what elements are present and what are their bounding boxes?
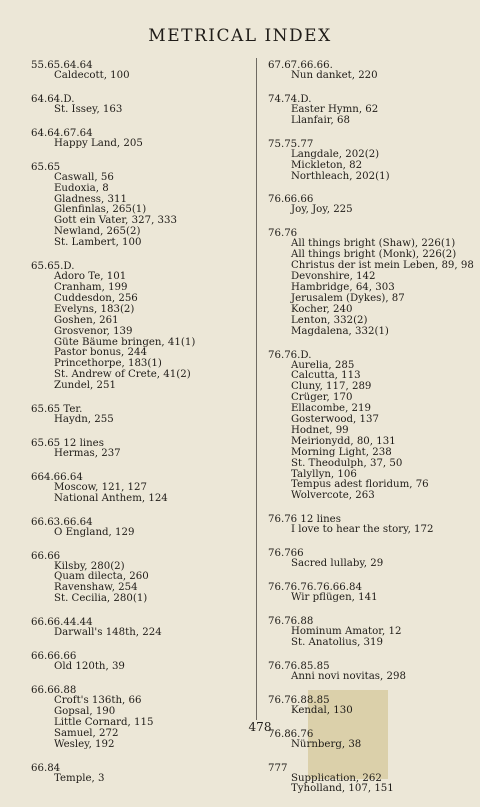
hymn-tune-entry: Kendal, 130: [291, 704, 353, 716]
hymn-tune-entry: Anni novi novitas, 298: [291, 670, 406, 682]
page-number: 478: [248, 720, 272, 734]
meter-heading: 55.65.64.64: [31, 60, 93, 71]
hymn-tune-entry: Happy Land, 205: [54, 137, 143, 149]
hymn-tune-entry: Moscow, 121, 127: [54, 481, 147, 493]
hymn-tune-entry: Gott ein Vater, 327, 333: [54, 215, 177, 227]
meter-heading: 76.76.88: [268, 616, 314, 627]
hymn-tune-entry: I love to hear the story, 172: [291, 524, 434, 536]
meter-group: [268, 695, 468, 717]
meter-group: [31, 162, 246, 249]
hymn-tune-entry: Hambridge, 64, 303: [291, 281, 395, 293]
hymn-tune-entry: Aurelia, 285: [291, 359, 355, 371]
meter-group: [31, 685, 246, 751]
hymn-tune-entry: Lenton, 332(2): [291, 314, 368, 326]
hymn-tune-entry: Crüger, 170: [291, 392, 353, 404]
hymn-tune-entry: Princethorpe, 183(1): [54, 358, 162, 370]
hymn-tune-entry: O England, 129: [54, 526, 135, 538]
hymn-tune-entry: Hominum Amator, 12: [291, 626, 402, 637]
hymn-tune-entry: Wesley, 192: [54, 738, 115, 750]
hymn-tune-entry: Hermas, 237: [54, 447, 121, 459]
meter-heading: 66.66.66: [31, 651, 77, 663]
hymn-tune-entry: All things bright (Monk), 226(2): [291, 249, 457, 261]
meter-group: [31, 404, 246, 426]
hymn-tune-entry: Nun danket, 220: [291, 70, 378, 81]
meter-heading: 76.76.76.76.66.84: [268, 582, 362, 594]
meter-group: [268, 548, 468, 570]
hymn-tune-entry: Ravenshaw, 254: [54, 582, 138, 594]
meter-group: [31, 617, 246, 639]
meter-heading: 74.74.D.: [268, 93, 312, 105]
meter-group: [31, 94, 246, 116]
hymn-tune-entry: St. Issey, 163: [54, 103, 123, 115]
meter-heading: 76.766: [268, 548, 304, 560]
hymn-tune-entry: Temple, 3: [54, 772, 105, 784]
meter-group: [31, 472, 246, 505]
meter-group: [268, 661, 468, 683]
hymn-tune-entry: Nürnberg, 38: [291, 738, 362, 750]
right-column: [268, 60, 474, 807]
meter-heading: 76.76: [268, 228, 298, 240]
hymn-tune-entry: Quam dilecta, 260: [54, 571, 149, 583]
hymn-tune-entry: Kilsby, 280(2): [54, 560, 125, 572]
hymn-tune-entry: Old 120th, 39: [54, 661, 125, 673]
meter-group: [31, 438, 246, 460]
meter-heading: 66.63.66.64: [31, 516, 93, 528]
hymn-tune-entry: Talyllyn, 106: [291, 468, 357, 480]
hymn-tune-entry: All things bright (Shaw), 226(1): [291, 238, 456, 250]
page-title: METRICAL INDEX: [148, 26, 332, 46]
meter-group: [268, 94, 468, 127]
hymn-tune-entry: Glenfinlas, 265(1): [54, 204, 147, 216]
hymn-tune-entry: National Anthem, 124: [54, 492, 168, 504]
hymn-tune-entry: Joy, Joy, 225: [291, 204, 353, 216]
hymn-tune-entry: Gosterwood, 137: [291, 414, 379, 426]
hymn-tune-entry: Little Cornard, 115: [54, 716, 154, 728]
meter-group: [31, 551, 246, 606]
hymn-tune-entry: Northleach, 202(1): [291, 170, 390, 182]
meter-heading: 76.86.76: [268, 728, 314, 740]
meter-heading: 66.84: [31, 762, 61, 774]
meter-heading: 64.64.D.: [31, 93, 75, 105]
meter-group: [268, 350, 468, 503]
meter-group: [268, 228, 474, 337]
hymn-tune-entry: Morning Light, 238: [291, 446, 392, 458]
hymn-tune-entry: Grosvenor, 139: [54, 325, 133, 337]
hymn-tune-entry: Pastor bonus, 244: [54, 347, 147, 359]
hymn-tune-entry: Devonshire, 142: [291, 271, 376, 283]
hymn-tune-entry: St. Lambert, 100: [54, 237, 142, 249]
meter-group: [268, 616, 468, 649]
hymn-tune-entry: Sacred lullaby, 29: [291, 558, 384, 570]
meter-heading: 65.65 Ter.: [31, 404, 83, 416]
hymn-tune-entry: Ellacombe, 219: [291, 403, 371, 415]
hymn-tune-entry: Gopsal, 190: [54, 705, 116, 717]
hymn-tune-entry: Wir pflügen, 141: [291, 592, 378, 604]
left-column: [31, 60, 246, 796]
hymn-tune-entry: Zundel, 251: [54, 380, 116, 392]
meter-group: [31, 651, 246, 673]
meter-heading: 75.75.77: [268, 138, 314, 150]
hymn-tune-entry: Goshen, 261: [54, 314, 119, 326]
meter-heading: 66.66.44.44: [31, 617, 93, 629]
hymn-tune-entry: St. Anatolius, 319: [291, 636, 383, 648]
hymn-tune-entry: St. Cecilia, 280(1): [54, 593, 148, 605]
meter-heading: 64.64.67.64: [31, 127, 93, 139]
hymn-tune-entry: Darwall's 148th, 224: [54, 627, 162, 639]
meter-group: [31, 763, 246, 785]
hymn-tune-entry: Samuel, 272: [54, 727, 119, 739]
hymn-tune-entry: Tyholland, 107, 151: [291, 783, 394, 795]
meter-group: [268, 60, 468, 82]
hymn-tune-entry: Meirionydd, 80, 131: [291, 435, 396, 447]
hymn-tune-entry: Tempus adest floridum, 76: [291, 479, 429, 491]
meter-heading: 777: [268, 762, 288, 774]
meter-group: [31, 517, 246, 539]
hymn-tune-entry: St. Andrew of Crete, 41(2): [54, 369, 191, 381]
meter-group: [31, 261, 246, 392]
hymn-tune-entry: Llanfair, 68: [291, 114, 350, 126]
meter-group: [268, 194, 468, 216]
hymn-tune-entry: Eudoxia, 8: [54, 182, 109, 194]
hymn-tune-entry: Adoro Te, 101: [54, 271, 127, 283]
hymn-tune-entry: Jerusalem (Dykes), 87: [291, 292, 405, 304]
hymn-tune-entry: Newland, 265(2): [54, 226, 141, 238]
hymn-tune-entry: Calcutta, 113: [291, 370, 361, 382]
meter-group: [31, 60, 246, 82]
meter-heading: 76.76.88.85: [268, 694, 330, 706]
meter-heading: 76.76 12 lines: [268, 514, 341, 526]
meter-group: [268, 139, 468, 183]
meter-heading: 65.65: [31, 161, 61, 173]
meter-heading: 66.66: [31, 550, 61, 562]
hymn-tune-entry: St. Theodulph, 37, 50: [291, 457, 403, 469]
hymn-tune-entry: Easter Hymn, 62: [291, 103, 379, 115]
meter-group: [268, 514, 468, 536]
hymn-tune-entry: Hodnet, 99: [291, 424, 349, 436]
hymn-tune-entry: Caldecott, 100: [54, 70, 130, 81]
meter-heading: 664.66.64: [31, 471, 83, 483]
hymn-tune-entry: Cluny, 117, 289: [291, 381, 372, 393]
hymn-tune-entry: Cuddesdon, 256: [54, 292, 138, 304]
meter-heading: 66.66.88: [31, 685, 77, 696]
hymn-tune-entry: Cranham, 199: [54, 281, 128, 293]
hymn-tune-entry: Supplication, 262: [291, 772, 382, 784]
meter-group: [268, 582, 468, 604]
hymn-tune-entry: Güte Bäume bringen, 41(1): [54, 336, 196, 348]
hymn-tune-entry: Mickleton, 82: [291, 159, 363, 171]
hymn-tune-entry: Haydn, 255: [54, 414, 114, 426]
hymn-tune-entry: Croft's 136th, 66: [54, 695, 142, 706]
hymn-tune-entry: Christus der ist mein Leben, 89, 98: [291, 260, 474, 272]
meter-heading: 67.67.66.66.: [268, 60, 333, 71]
hymn-tune-entry: Wolvercote, 263: [291, 490, 375, 502]
meter-heading: 76.66.66: [268, 194, 314, 206]
column-divider: [256, 58, 257, 720]
meter-heading: 65.65.D.: [31, 261, 75, 273]
hymn-tune-entry: Caswall, 56: [54, 171, 114, 183]
hymn-tune-entry: Langdale, 202(2): [291, 148, 380, 160]
hymn-tune-entry: Evelyns, 183(2): [54, 303, 135, 315]
hymn-tune-entry: Gladness, 311: [54, 193, 127, 205]
hymn-tune-entry: Magdalena, 332(1): [291, 325, 389, 337]
meter-heading: 76.76.85.85: [268, 660, 330, 672]
meter-heading: 76.76.D.: [268, 349, 312, 361]
meter-group: [31, 128, 246, 150]
hymn-tune-entry: Kocher, 240: [291, 303, 353, 315]
meter-heading: 65.65 12 lines: [31, 437, 104, 449]
